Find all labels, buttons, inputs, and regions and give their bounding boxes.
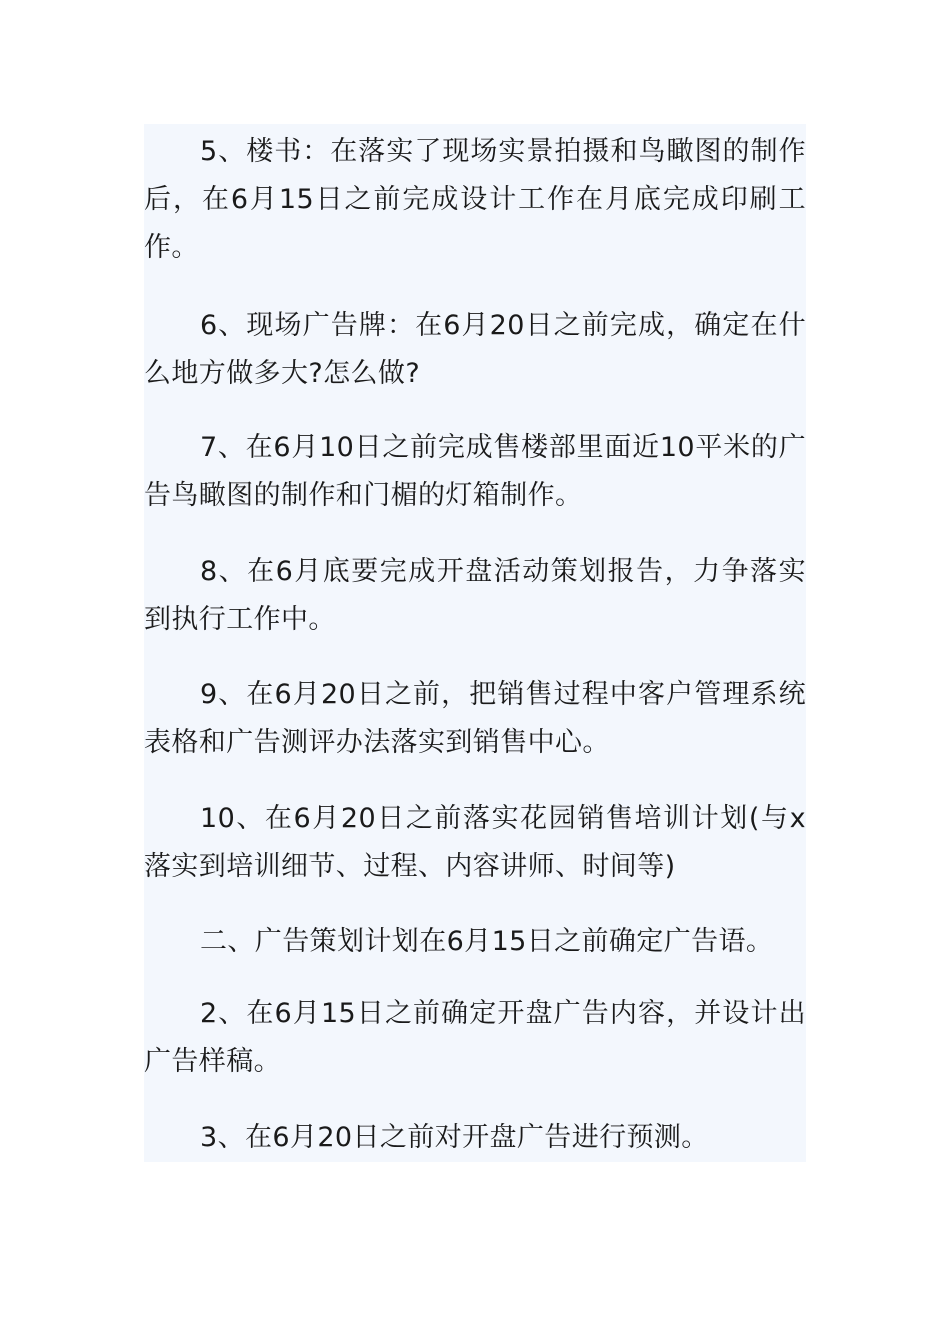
paragraph-item-5: 5、楼书：在落实了现场实景拍摄和鸟瞰图的制作后，在6月15日之前完成设计工作在月底完成印刷工作。: [144, 136, 806, 263]
paragraph-item-7: 7、在6月10日之前完成售楼部里面近10平米的广告鸟瞰图的制作和门楣的灯箱制作。: [144, 432, 806, 511]
document-text-block: [144, 124, 806, 1162]
paragraph-item-ad-3: 3、在6月20日之前对开盘广告进行预测。: [200, 1122, 709, 1153]
paragraph-item-8: 8、在6月底要完成开盘活动策划报告，力争落实到执行工作中。: [144, 556, 806, 635]
paragraph-item-9: 9、在6月20日之前，把销售过程中客户管理系统表格和广告测评办法落实到销售中心。: [144, 679, 806, 758]
paragraph-item-6: 6、现场广告牌：在6月20日之前完成，确定在什么地方做多大?怎么做?: [144, 310, 806, 389]
paragraph-item-10: 10、在6月20日之前落实花园销售培训计划(与x落实到培训细节、过程、内容讲师、时间等): [144, 803, 806, 882]
section-heading-advertising: 二、广告策划计划在6月15日之前确定广告语。: [200, 926, 774, 957]
paragraph-item-ad-2: 2、在6月15日之前确定开盘广告内容，并设计出广告样稿。: [144, 998, 806, 1077]
